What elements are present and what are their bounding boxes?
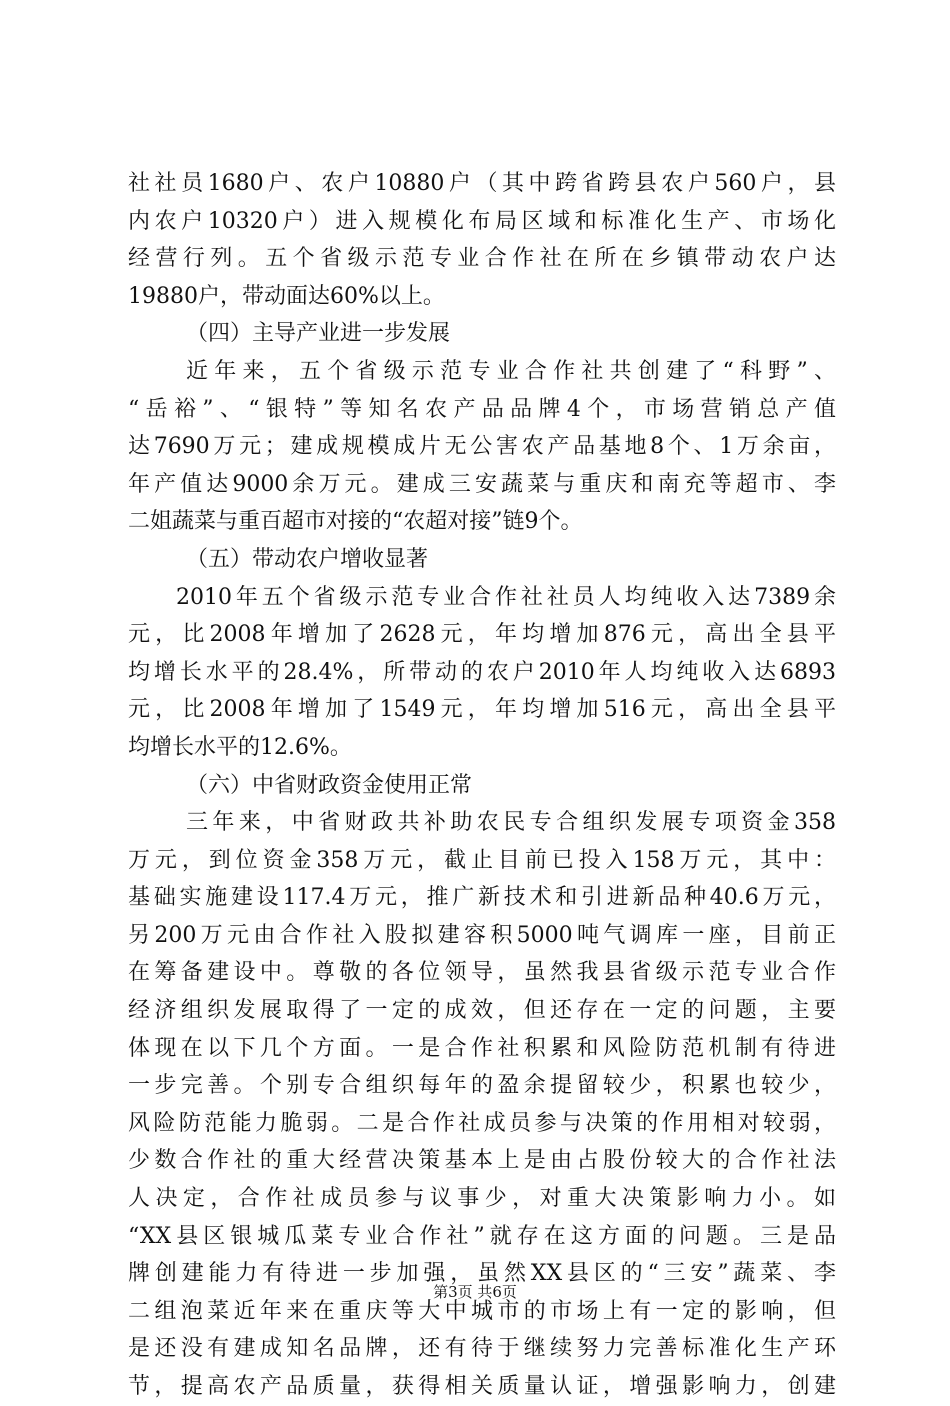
paragraph-line: 达7690万元；建成规模成片无公害农产品基地8个、1万余亩， xyxy=(128,434,836,460)
paragraph-line: 体现在以下几个方面。一是合作社积累和风险防范机制有待进 xyxy=(128,1035,836,1061)
section-heading: （四）主导产业进一步发展 xyxy=(186,321,451,347)
paragraph-line: 社社员1680户、农户10880户（其中跨省跨县农户560户，县 xyxy=(128,171,836,196)
paragraph-line: 元，比2008年增加了1549元，年均增加516元，高出全县平 xyxy=(128,697,836,723)
page-number-footer: 第3页 共6页 xyxy=(433,1283,517,1301)
paragraph-line: 二姐蔬菜与重百超市对接的“农超对接”链9个。 xyxy=(128,509,583,535)
paragraph-line: 年产值达9000余万元。建成三安蔬菜与重庆和南充等超市、李 xyxy=(128,471,836,497)
paragraph-line: 均增长水平的12.6%。 xyxy=(128,734,352,760)
paragraph-line: 19880户，带动面达60%以上。 xyxy=(128,283,445,309)
paragraph-line: 均增长水平的28.4%，所带动的农户2010年人均纯收入达6893 xyxy=(128,659,836,685)
paragraph-line: 另200万元由合作社入股拟建容积5000吨气调库一座，目前正 xyxy=(128,922,836,948)
paragraph-line: 少数合作社的重大经营决策基本上是由占股份较大的合作社法 xyxy=(128,1148,836,1174)
paragraph-line: 元，比2008年增加了2628元，年均增加876元，高出全县平 xyxy=(128,622,836,648)
paragraph-line: 2010年五个省级示范专业合作社社员人均纯收入达7389余 xyxy=(176,584,836,610)
paragraph-line: 内农户10320户）进入规模化布局区域和标准化生产、市场化 xyxy=(128,208,836,234)
paragraph-line: 一步完善。个别专合组织每年的盈余提留较少，积累也较少， xyxy=(128,1073,836,1099)
paragraph-line: 二组泡菜近年来在重庆等大中城市的市场上有一定的影响，但 xyxy=(128,1298,836,1324)
section-heading: （六）中省财政资金使用正常 xyxy=(186,772,473,798)
paragraph-line: “岳裕”、“银特”等知名农产品品牌4个，市场营销总产值 xyxy=(128,396,836,422)
document-body xyxy=(128,165,836,1406)
paragraph-line: 风险防范能力脆弱。二是合作社成员参与决策的作用相对较弱， xyxy=(128,1110,836,1136)
paragraph-line: 三年来，中省财政共补助农民专合组织发展专项资金358 xyxy=(186,810,836,836)
paragraph-line: 节，提高农产品质量，获得相关质量认证，增强影响力，创建 xyxy=(128,1374,836,1399)
paragraph-line: 万元，到位资金358万元，截止目前已投入158万元，其中： xyxy=(128,847,836,873)
paragraph-line: “XX县区银城瓜菜专业合作社”就存在这方面的问题。三是品 xyxy=(128,1223,836,1249)
section-heading: （五）带动农户增收显著 xyxy=(186,546,429,572)
paragraph-line: 经济组织发展取得了一定的成效，但还存在一定的问题，主要 xyxy=(128,998,836,1024)
paragraph-line: 是还没有建成知名品牌，还有待于继续努力完善标准化生产环 xyxy=(128,1336,836,1362)
paragraph-line: 近年来，五个省级示范专业合作社共创建了“科野”、 xyxy=(186,358,836,384)
paragraph-line: 经营行列。五个省级示范专业合作社在所在乡镇带动农户达 xyxy=(128,246,836,272)
paragraph-line: 牌创建能力有待进一步加强，虽然XX县区的“三安”蔬菜、李 xyxy=(128,1261,836,1287)
paragraph-line: 人决定，合作社成员参与议事少，对重大决策影响力小。如 xyxy=(128,1186,836,1212)
paragraph-line: 基础实施建设117.4万元，推广新技术和引进新品种40.6万元， xyxy=(128,885,836,911)
paragraph-line: 在筹备建设中。尊敬的各位领导，虽然我县省级示范专业合作 xyxy=(128,960,836,986)
